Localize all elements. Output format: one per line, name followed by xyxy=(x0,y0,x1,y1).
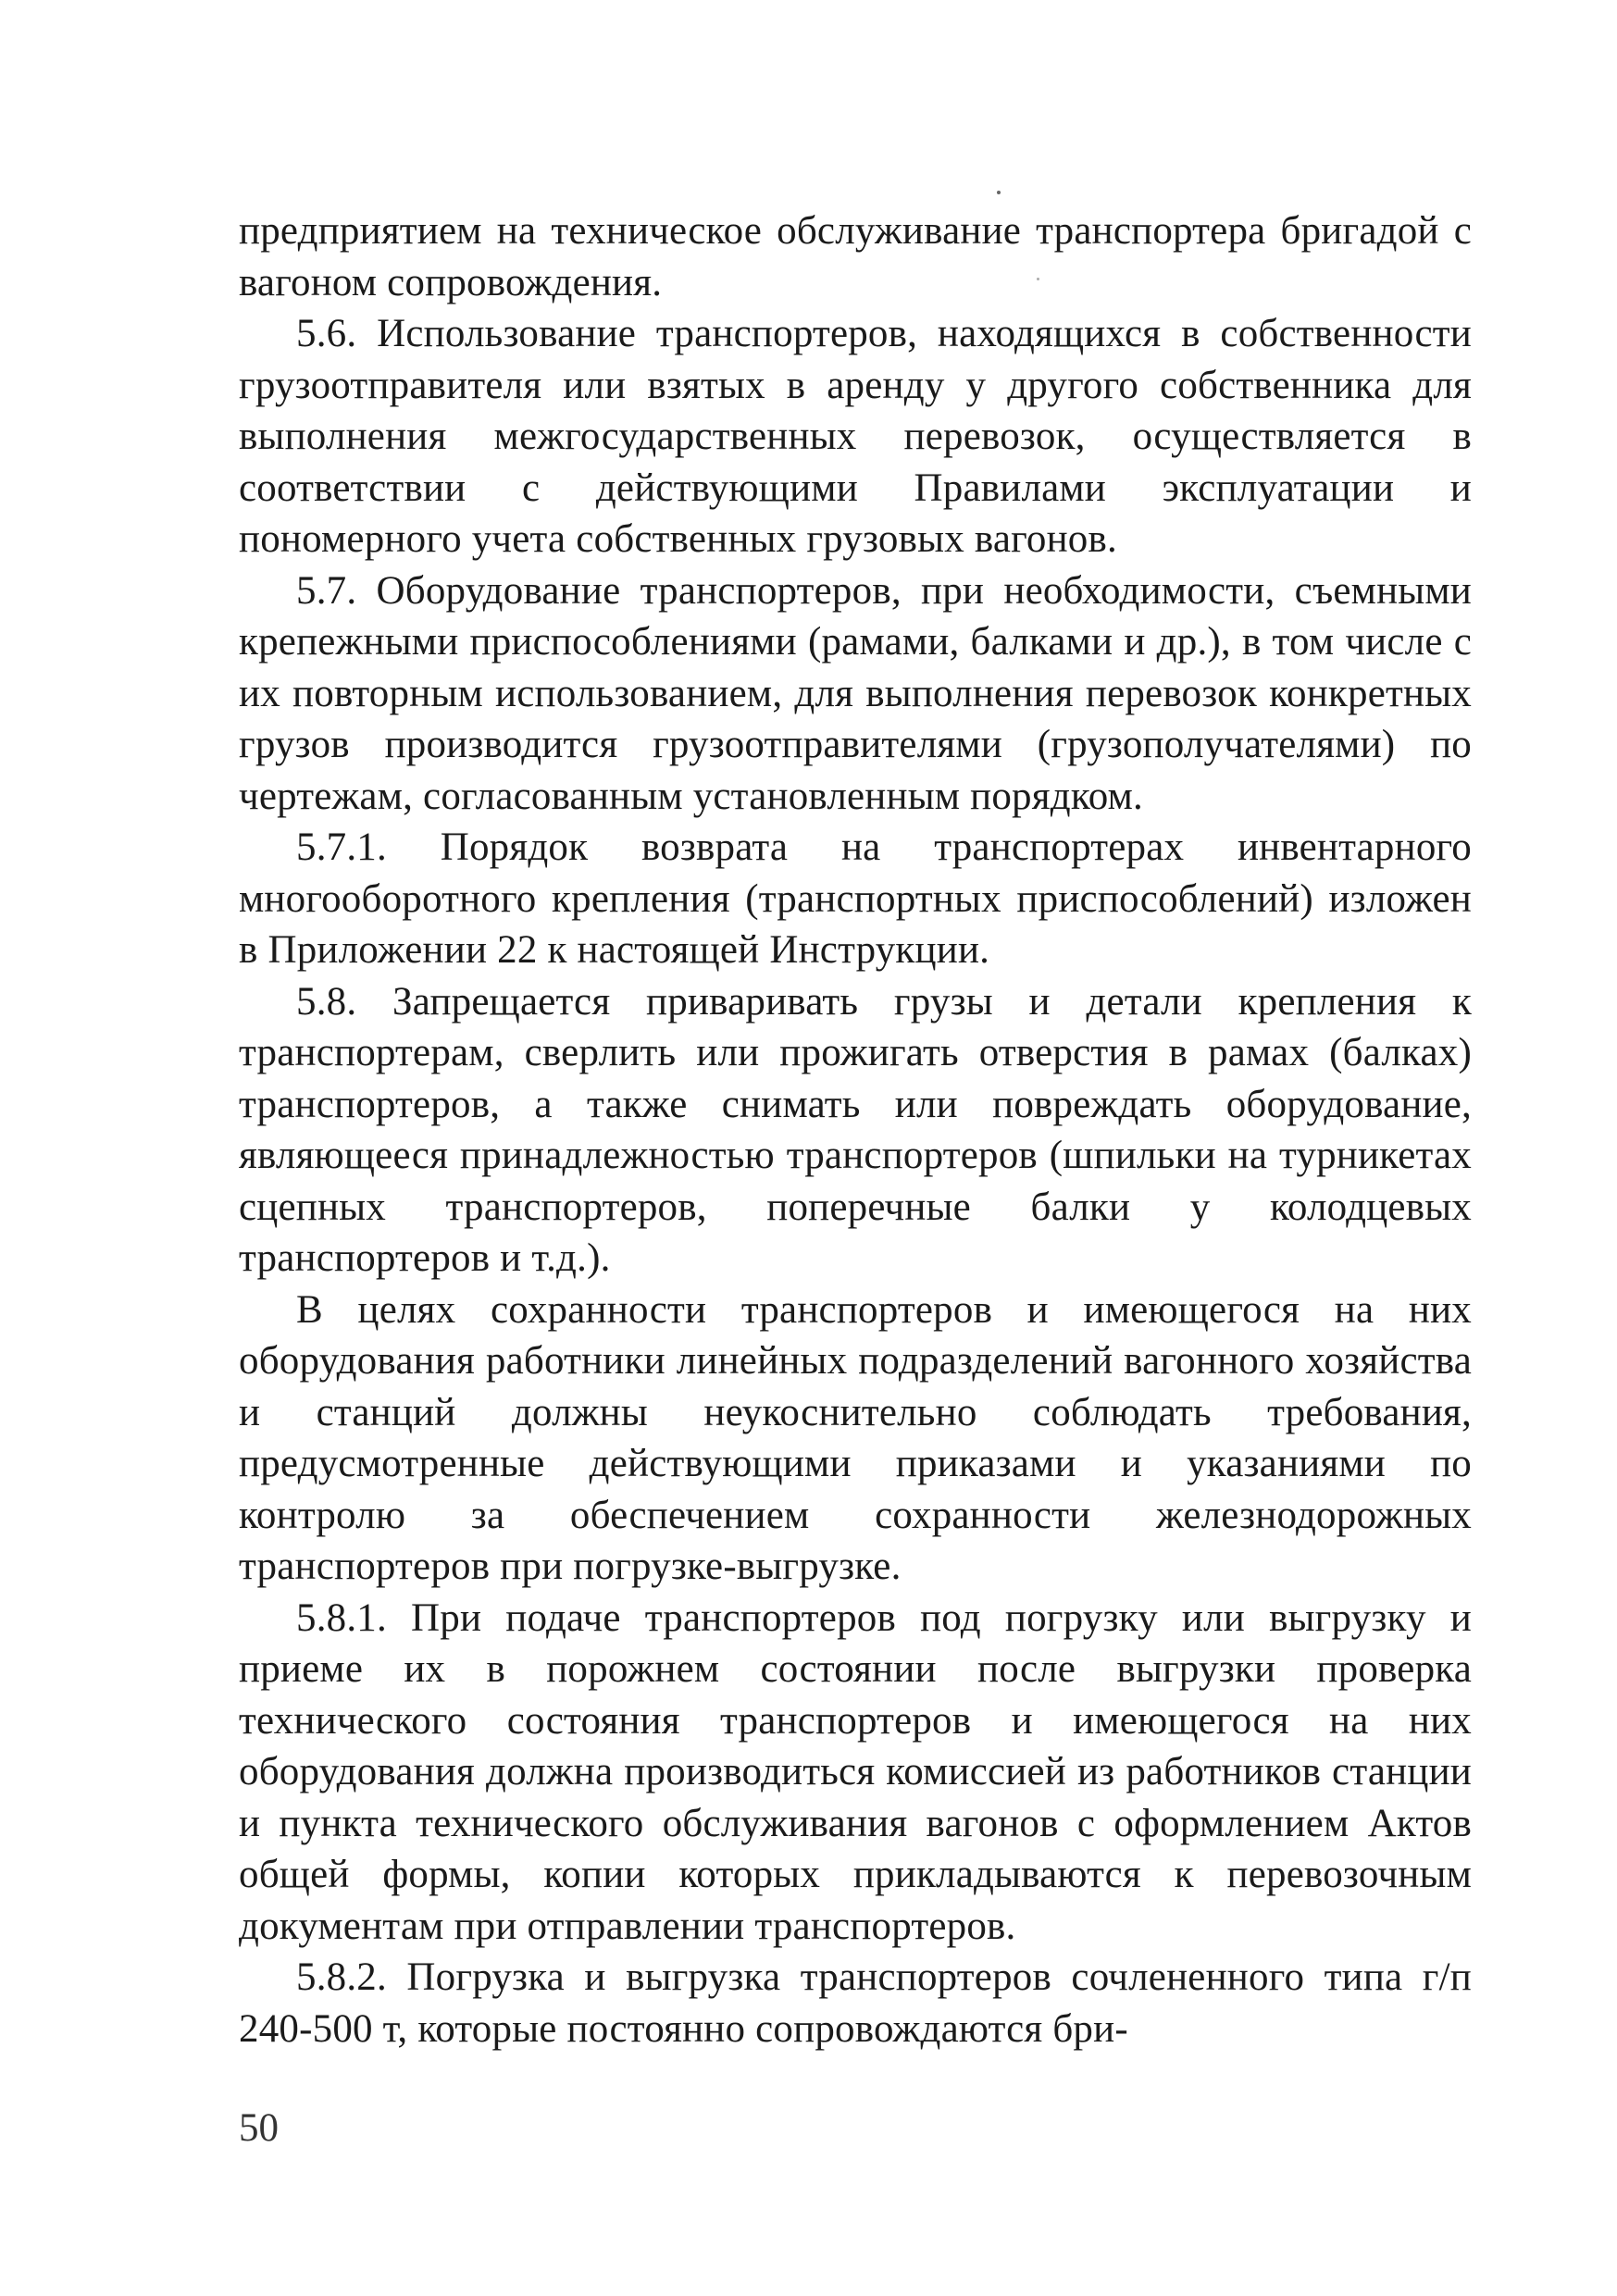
paragraph-5-8-2: 5.8.2. Погрузка и выгрузка транспортеров сочлененного типа г/п 240-500 т, которые постоянно сопровождаются бри- xyxy=(239,1955,1472,2051)
scan-speck xyxy=(997,191,1001,194)
page-number: 50 xyxy=(239,2106,279,2150)
paragraph-5-8: 5.8. Запрещается приваривать грузы и детали крепления к транспортерам, сверлить или прожигать отверстия в рамах (балках) транспортеров, а также снимать или повреждать оборудование, являющееся принадлежностью транспортеров (шпильки на турникетах сцепных транспортеров, поперечные балки у колодцевых транспортеров и т.д.). xyxy=(239,979,1472,1280)
paragraph-5-6: 5.6. Использование транспортеров, находящихся в собственности грузоотправителя или взятых в аренду у другого собственника для выполнения межгосударственных перевозок, осуществляется в соответствии с действующими Правилами эксплуатации и пономерного учета собственных грузовых вагонов. xyxy=(239,312,1472,561)
paragraph-5-7: 5.7. Оборудование транспортеров, при необходимости, съемными крепежными приспособлениями (рамами, балками и др.), в том числе с их повторным использованием, для выполнения перевозок конкретных грузов производится грузоотправителями (грузополучателями) по чертежам, согласованным установленным порядком. xyxy=(239,568,1472,818)
scan-speck xyxy=(1037,278,1039,280)
body-text xyxy=(239,205,1472,2054)
paragraph-5-8-1: 5.8.1. При подаче транспортеров под погрузку или выгрузку и приеме их в порожнем состоянии после выгрузки проверка технического состояния транспортеров и имеющегося на них оборудования должна производиться комиссией из работников станции и пункта технического обслуживания вагонов с оформлением Актов общей формы, копии которых прикладываются к перевозочным документам при отправлении транспортеров. xyxy=(239,1595,1472,1948)
paragraph-5-7-1: 5.7.1. Порядок возврата на транспортерах инвентарного многооборотного крепления (транспортных приспособлений) изложен в Приложении 22 к настоящей Инструкции. xyxy=(239,825,1472,972)
paragraph-5-8-note: В целях сохранности транспортеров и имеющегося на них оборудования работники линейных подразделений вагонного хозяйства и станций должны неукоснительно соблюдать требования, предусмотренные действующими приказами и указаниями по контролю за обеспечением сохранности железнодорожных транспортеров при погрузке-выгрузке. xyxy=(239,1287,1472,1588)
paragraph-continued: предприятием на техническое обслуживание транспортера бригадой с вагоном сопровождения. xyxy=(239,209,1472,304)
